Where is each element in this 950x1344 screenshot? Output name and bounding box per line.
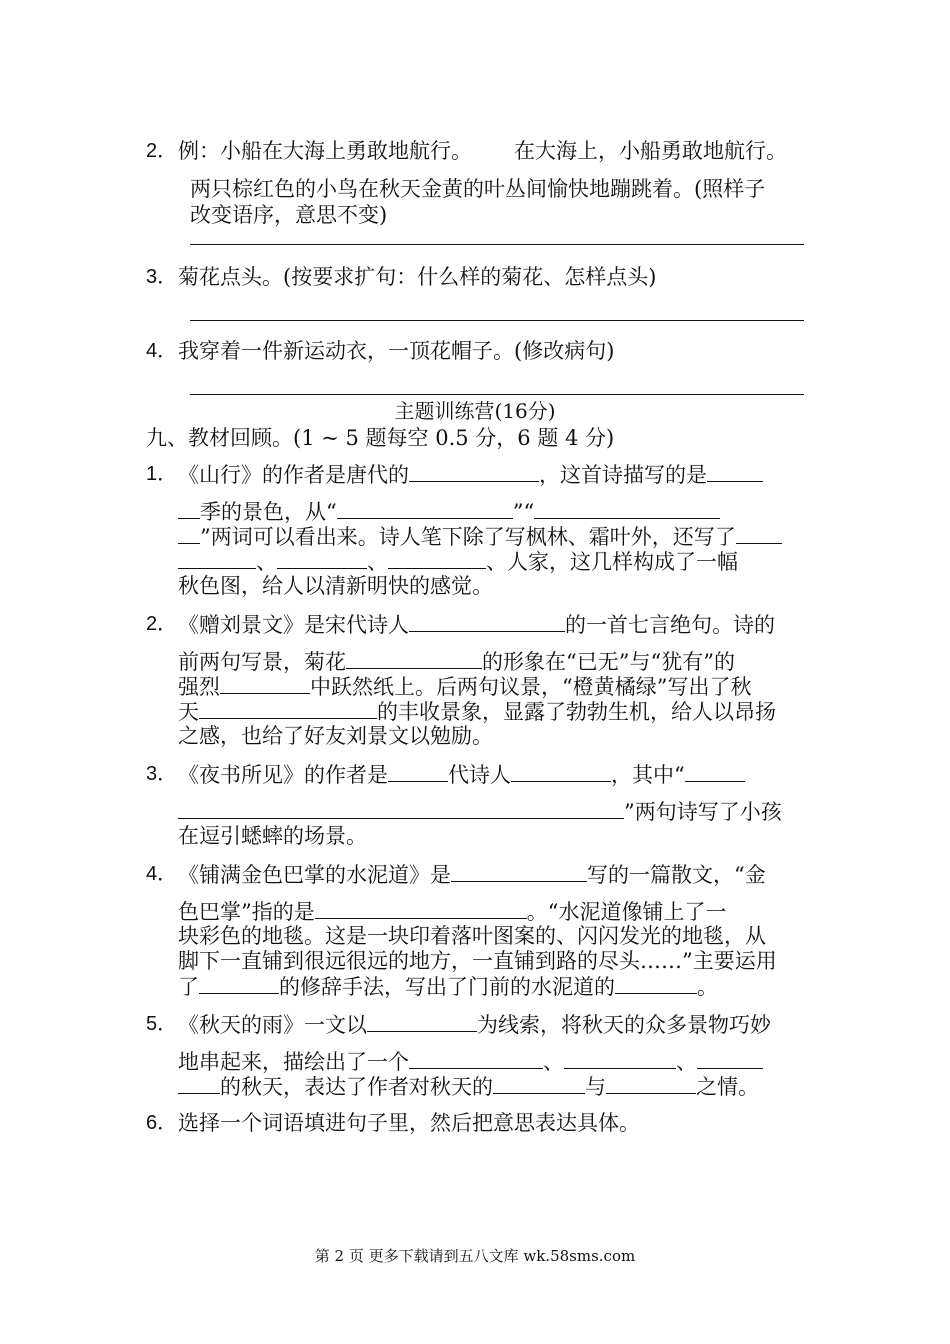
fill-blank[interactable] (178, 523, 200, 544)
question-line: 色巴掌”指的是 。“水泥道像铺上了一 (178, 900, 727, 924)
fill-blank[interactable] (697, 1048, 763, 1069)
question-line: 在逗引蟋蟀的场景。 (178, 824, 367, 848)
fill-blank[interactable] (199, 973, 279, 994)
fill-blank[interactable] (220, 673, 310, 694)
question-line: 块彩色的地毯。这是一块印着落叶图案的、闪闪发光的地毯，从 (178, 924, 766, 948)
question-text-line-1: 两只棕红色的小鸟在秋天金黄的叶丛间愉快地蹦跳着。(照样子 (190, 177, 766, 201)
fill-blank[interactable] (615, 973, 697, 994)
question-text-line-2: 改变语序，意思不变) (190, 203, 388, 227)
question-line: 、 、 、人家，这几样构成了一幅 (178, 548, 738, 575)
fill-blank[interactable] (178, 548, 256, 569)
question-line: 《赠刘景文》是宋代诗人 的一首七言绝句。诗的 (178, 613, 775, 637)
question-number: 3． (146, 763, 178, 785)
fill-blank[interactable] (277, 548, 367, 569)
fill-blank[interactable] (409, 461, 539, 482)
question-number: 2． (146, 140, 178, 162)
question-line: 天 的丰收景象，显露了勃勃生机，给人以昂扬 (178, 700, 776, 724)
question-number: 4． (146, 863, 178, 885)
fill-blank[interactable] (409, 611, 565, 632)
section-heading: 九、教材回顾。(1 ~ 5 题每空 0.5 分，6 题 4 分) (146, 426, 615, 450)
question-number: 4． (146, 340, 178, 362)
question-line: 《铺满金色巴掌的水泥道》是 写的一篇散文，“金 (178, 863, 766, 887)
fill-blank[interactable] (685, 761, 745, 782)
fill-blank[interactable] (346, 648, 482, 669)
fill-blank[interactable] (178, 498, 200, 519)
fill-blank[interactable] (315, 898, 527, 919)
question-line: ”两句诗写了小孩 (178, 798, 782, 825)
fill-blank[interactable] (493, 1073, 585, 1094)
question-line: 的秋天，表达了作者对秋天的 与 之情。 (178, 1073, 759, 1100)
fill-blank[interactable] (707, 461, 763, 482)
question-line: 秋色图，给人以清新明快的感觉。 (178, 574, 493, 598)
question-line: 了 的修辞手法，写出了门前的水泥道的 。 (178, 975, 718, 999)
question-number: 1． (146, 463, 178, 485)
fill-blank[interactable] (388, 761, 448, 782)
fill-blank[interactable] (409, 1048, 543, 1069)
question-number: 6． (146, 1112, 178, 1134)
question-number: 5． (146, 1013, 178, 1035)
fill-blank[interactable] (199, 698, 377, 719)
answer-line[interactable] (190, 320, 804, 321)
page-footer: 第 2 页 更多下载请到五八文库 wk.58sms.com (314, 1247, 636, 1265)
question-text: 选择一个词语填进句子里，然后把意思表达具体。 (178, 1111, 640, 1135)
fill-blank[interactable] (606, 1073, 696, 1094)
question-line: 地串起来，描绘出了一个 、 、 (178, 1048, 763, 1075)
example-result: 在大海上，小船勇敢地航行。 (514, 139, 787, 163)
question-line: 《夜书所见》的作者是 代诗人 ，其中“ (178, 761, 745, 788)
question-number: 3． (146, 266, 178, 288)
fill-blank[interactable] (367, 1011, 477, 1032)
answer-line[interactable] (190, 394, 804, 395)
fill-blank[interactable] (451, 861, 587, 882)
question-line: 之感，也给了好友刘景文以勉励。 (178, 724, 493, 748)
question-line: 《秋天的雨》一文以 为线索，将秋天的众多景物巧妙 (178, 1013, 771, 1037)
question-line: 季的景色，从“ ”“ (178, 498, 720, 525)
question-number: 2． (146, 613, 178, 635)
fill-blank[interactable] (736, 523, 782, 544)
fill-blank[interactable] (337, 498, 513, 519)
example-sentence: 例：小船在大海上勇敢地航行。 (178, 139, 472, 163)
fill-blank[interactable] (534, 498, 720, 519)
question-line: ”两词可以看出来。诗人笔下除了写枫林、霜叶外，还写了 (178, 523, 782, 550)
question-line: 前两句写景，菊花 的形象在“已无”与“犹有”的 (178, 650, 735, 674)
question-line: 脚下一直铺到很远很远的地方，一直铺到路的尽头……”主要运用 (178, 949, 777, 973)
question-line: 强烈 中跃然纸上。后两句议景，“橙黄橘绿”写出了秋 (178, 675, 752, 699)
fill-blank[interactable] (388, 548, 486, 569)
question-text: 菊花点头。(按要求扩句：什么样的菊花、怎样点头) (178, 265, 657, 289)
fill-blank[interactable] (178, 798, 624, 819)
fill-blank[interactable] (511, 761, 611, 782)
question-line: 《山行》的作者是唐代的 ，这首诗描写的是 (178, 461, 763, 488)
section-title: 主题训练营(16分) (394, 399, 556, 423)
fill-blank[interactable] (564, 1048, 676, 1069)
question-text: 我穿着一件新运动衣，一顶花帽子。(修改病句) (178, 339, 615, 363)
answer-line[interactable] (190, 244, 804, 245)
fill-blank[interactable] (178, 1073, 220, 1094)
